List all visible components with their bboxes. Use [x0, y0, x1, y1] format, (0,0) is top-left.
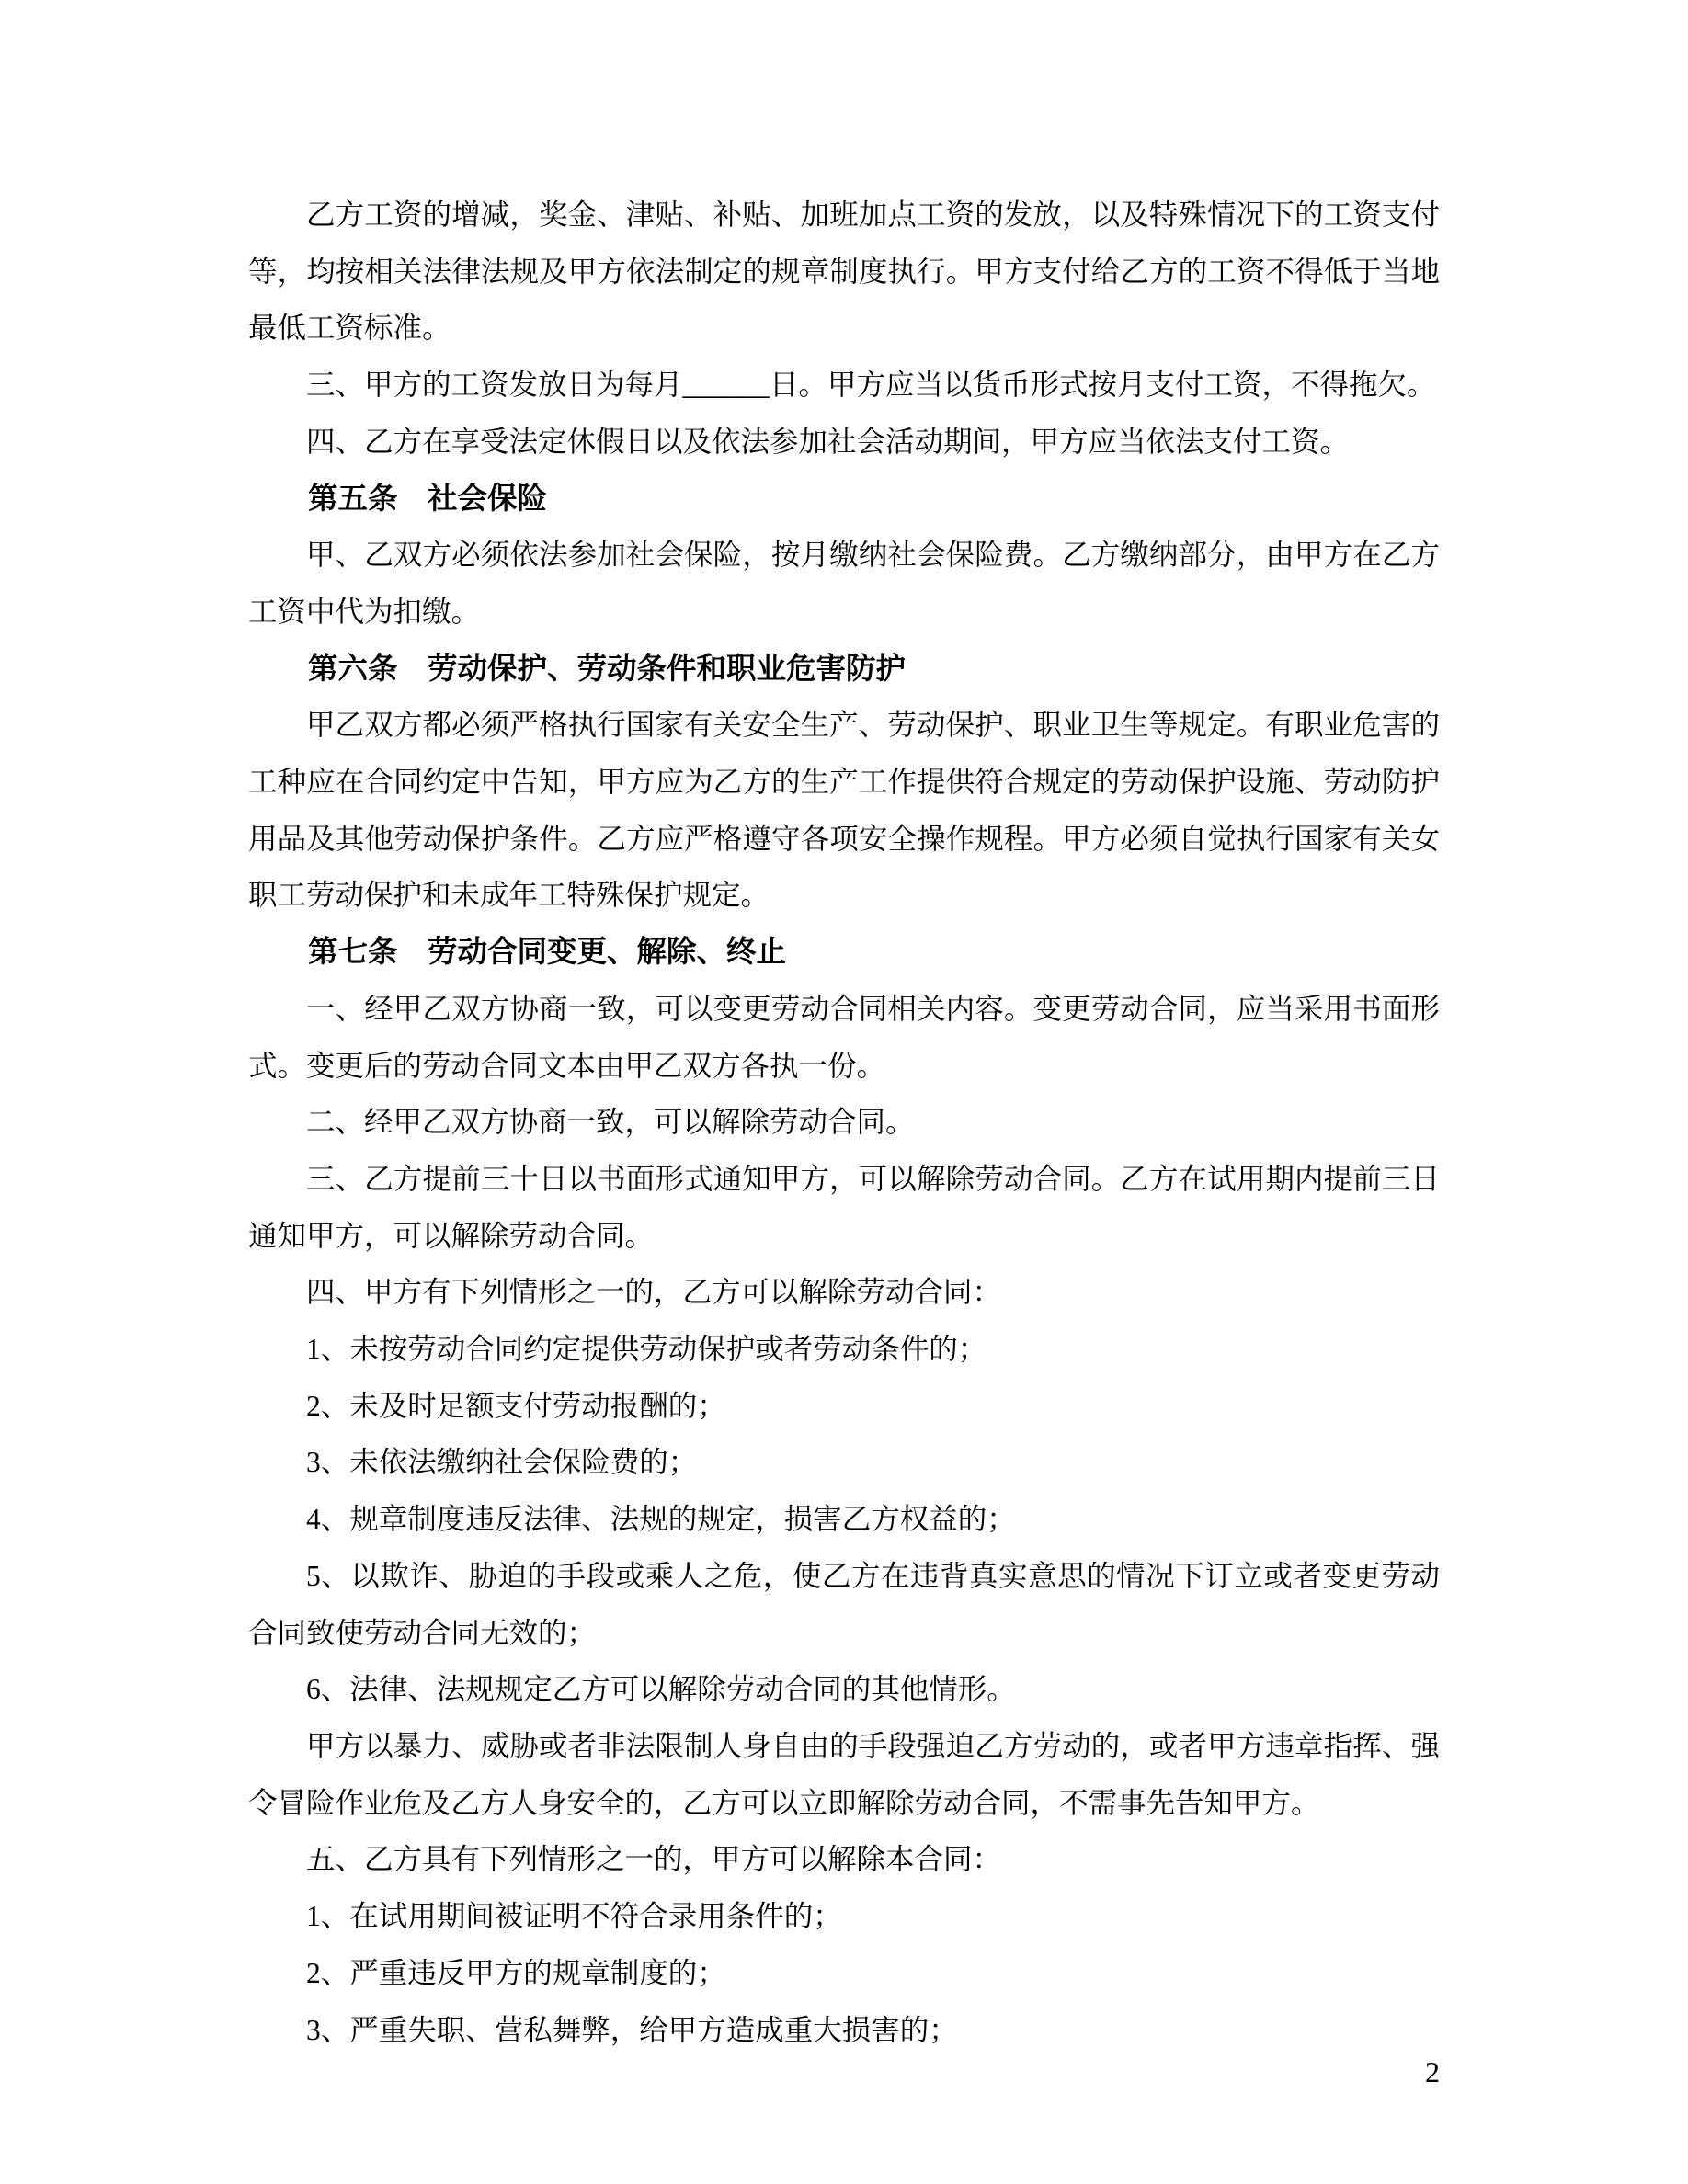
document-body	[248, 187, 1440, 2058]
paragraph: 3、未依法缴纳社会保险费的；	[306, 1446, 698, 1479]
paragraph: 2、严重违反甲方的规章制度的；	[306, 1956, 726, 1989]
paragraph: 甲方以暴力、威胁或者非法限制人身自由的手段强迫乙方劳动的，或者甲方违章指挥、强令冒险作业危及乙方人身安全的，乙方可以立即解除劳动合同，不需事先告知甲方。	[248, 1729, 1440, 1819]
paragraph: 2、未及时足额支付劳动报酬的；	[306, 1389, 726, 1422]
paragraph: 4、规章制度违反法律、法规的规定，损害乙方权益的；	[306, 1503, 1016, 1536]
paragraph: 五、乙方具有下列情形之一的，甲方可以解除本合同：	[306, 1843, 1002, 1876]
paragraph: 甲、乙双方必须依法参加社会保险，按月缴纳社会保险费。乙方缴纳部分，由甲方在乙方工资中代为扣缴。	[248, 539, 1440, 628]
paragraph: 甲乙双方都必须严格执行国家有关安全生产、劳动保护、职业卫生等规定。有职业危害的工种应在合同约定中告知，甲方应为乙方的生产工作提供符合规定的劳动保护设施、劳动防护用品及其他劳动保护条件。乙方应严格遵守各项安全操作规程。甲方必须自觉执行国家有关女职工劳动保护和未成年工特殊保护规定。	[248, 709, 1440, 912]
paragraph: 一、经甲乙双方协商一致，可以变更劳动合同相关内容。变更劳动合同，应当采用书面形式。变更后的劳动合同文本由甲乙双方各执一份。	[248, 992, 1440, 1082]
paragraph: 三、甲方的工资发放日为每月______日。甲方应当以货币形式按月支付工资，不得拖欠。	[306, 369, 1436, 402]
paragraph: 3、严重失职、营私舞弊，给甲方造成重大损害的；	[306, 2013, 958, 2046]
paragraph: 二、经甲乙双方协商一致，可以解除劳动合同。	[306, 1106, 915, 1139]
paragraph: 1、未按劳动合同约定提供劳动保护或者劳动条件的；	[306, 1333, 987, 1366]
paragraph: 四、乙方在享受法定休假日以及依法参加社会活动期间，甲方应当依法支付工资。	[306, 425, 1350, 458]
paragraph: 乙方工资的增减，奖金、津贴、补贴、加班加点工资的发放，以及特殊情况下的工资支付等，均按相关法律法规及甲方依法制定的规章制度执行。甲方支付给乙方的工资不得低于当地最低工资标准。	[248, 199, 1440, 345]
section-heading: 第五条 社会保险	[308, 481, 548, 515]
paragraph: 四、甲方有下列情形之一的，乙方可以解除劳动合同：	[306, 1276, 1002, 1309]
page-number: 2	[1425, 2055, 1440, 2088]
paragraph: 6、法律、法规规定乙方可以解除劳动合同的其他情形。	[306, 1673, 1016, 1706]
paragraph: 三、乙方提前三十日以书面形式通知甲方，可以解除劳动合同。乙方在试用期内提前三日通知甲方，可以解除劳动合同。	[248, 1162, 1440, 1252]
section-heading: 第六条 劳动保护、劳动条件和职业危害防护	[308, 651, 907, 685]
paragraph: 1、在试用期间被证明不符合录用条件的；	[306, 1900, 842, 1933]
section-heading: 第七条 劳动合同变更、解除、终止	[308, 935, 787, 969]
paragraph: 5、以欺诈、胁迫的手段或乘人之危，使乙方在违背真实意思的情况下订立或者变更劳动合同致使劳动合同无效的；	[248, 1559, 1440, 1649]
